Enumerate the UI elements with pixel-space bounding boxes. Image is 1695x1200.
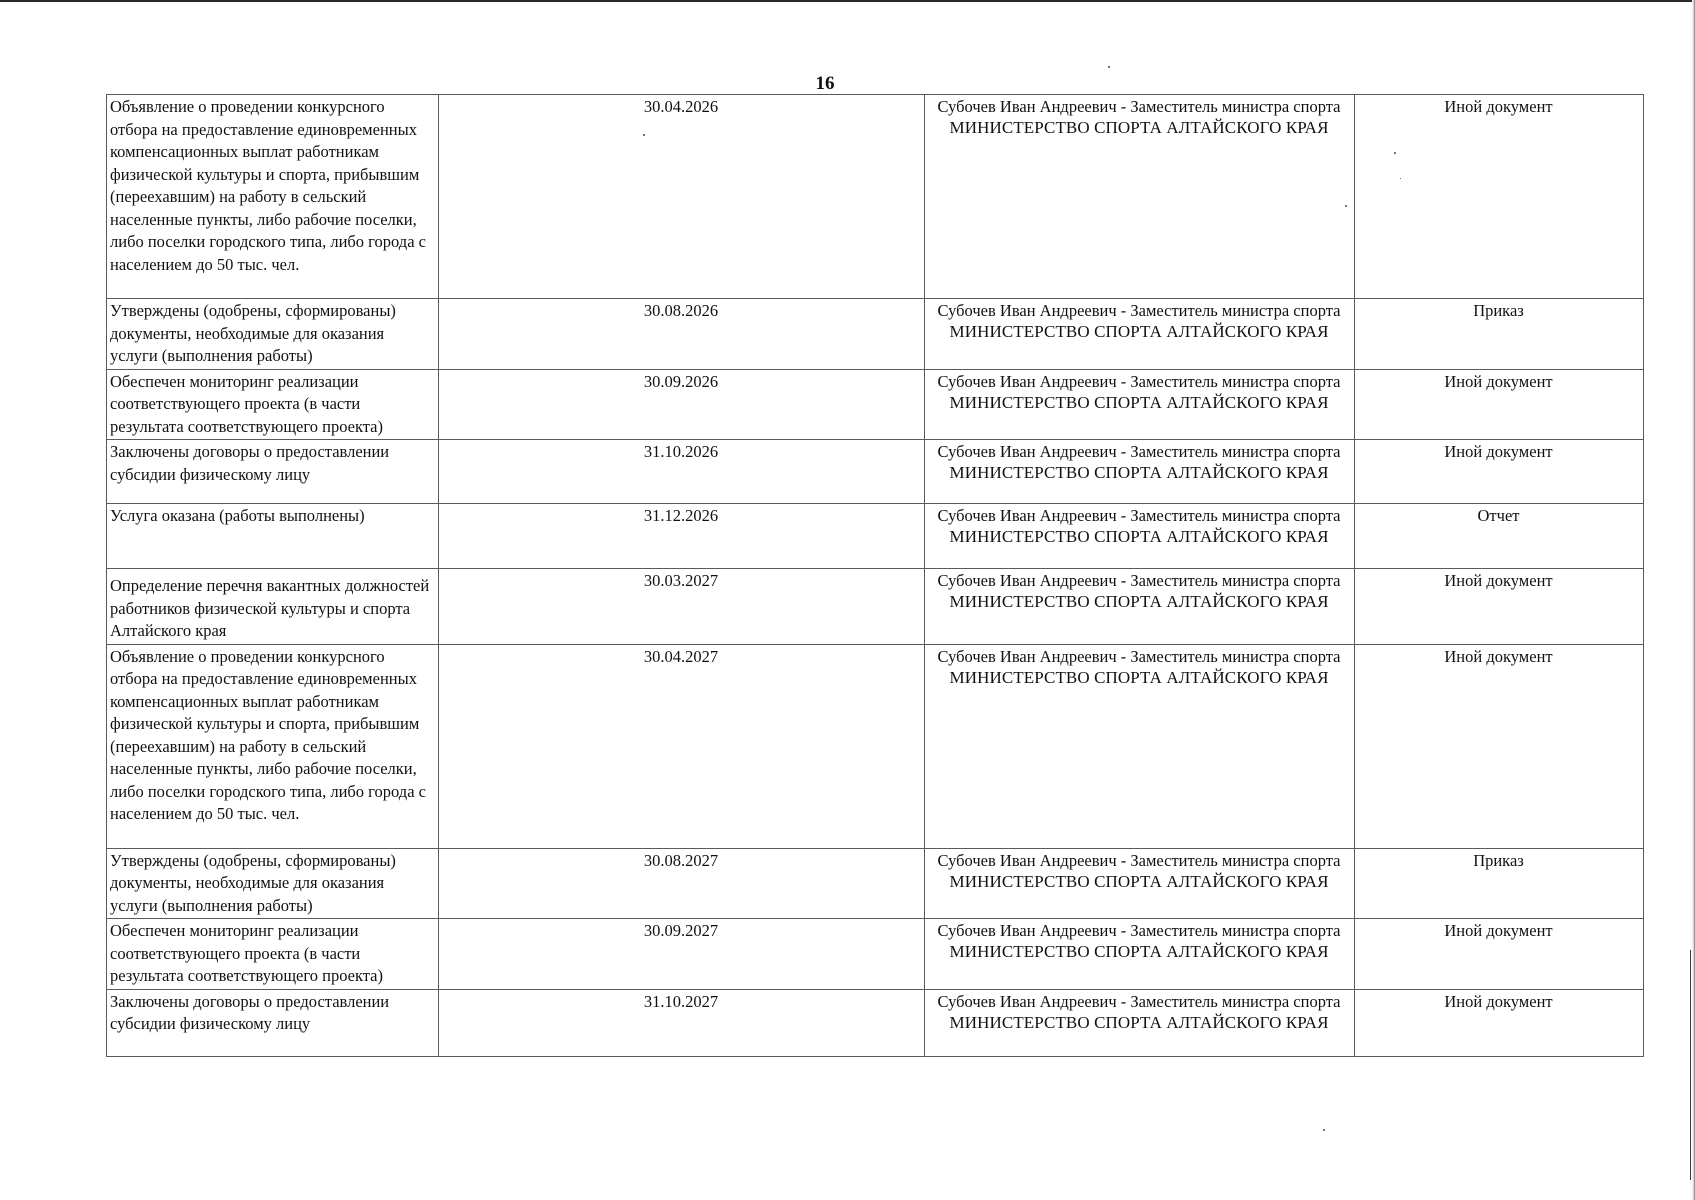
table-row bbox=[107, 369, 1644, 440]
table-row bbox=[107, 299, 1644, 370]
table-row bbox=[107, 848, 1644, 919]
responsible-person: Субочев Иван Андреевич - Заместитель министра спорта bbox=[937, 442, 1341, 461]
document-type-cell: Отчет bbox=[1355, 504, 1644, 569]
document-type-cell: Приказ bbox=[1355, 848, 1644, 919]
responsible-person: Субочев Иван Андреевич - Заместитель министра спорта bbox=[937, 850, 1341, 870]
date-cell: 30.09.2027 bbox=[439, 919, 925, 990]
responsible-organization: МИНИСТЕРСТВО СПОРТА АЛТАЙСКОГО КРАЯ bbox=[949, 1012, 1329, 1032]
document-type-cell: Иной документ bbox=[1355, 644, 1644, 848]
responsible-cell bbox=[925, 504, 1355, 569]
responsible-organization: МИНИСТЕРСТВО СПОРТА АЛТАЙСКОГО КРАЯ bbox=[949, 322, 1329, 341]
responsible-person: Субочев Иван Андреевич - Заместитель министра спорта bbox=[937, 301, 1341, 320]
responsible-person: Субочев Иван Андреевич - Заместитель министра спорта bbox=[937, 371, 1341, 391]
responsible-cell bbox=[925, 440, 1355, 504]
responsible-organization: МИНИСТЕРСТВО СПОРТА АЛТАЙСКОГО КРАЯ bbox=[949, 592, 1329, 611]
event-cell: Услуга оказана (работы выполнены) bbox=[107, 504, 439, 569]
responsible-person: Субочев Иван Андреевич - Заместитель министра спорта bbox=[937, 991, 1341, 1011]
table-row bbox=[107, 504, 1644, 569]
event-cell: Объявление о проведении конкурсного отбора на предоставление единовременных компенсационных выплат работникам физической культуры и спорта, прибывшим (переехавшим) на работу в сельский населенные пункты, либо рабочие поселки, либо поселки городского типа, либо города с населением до 50 тыс. чел. bbox=[107, 95, 439, 299]
date-cell: 30.03.2027 bbox=[439, 569, 925, 645]
responsible-organization: МИНИСТЕРСТВО СПОРТА АЛТАЙСКОГО КРАЯ bbox=[949, 118, 1329, 137]
document-type-cell: Иной документ bbox=[1355, 919, 1644, 990]
scan-speck bbox=[1323, 1129, 1325, 1131]
document-type-cell: Иной документ bbox=[1355, 989, 1644, 1056]
table-row bbox=[107, 440, 1644, 504]
responsible-organization: МИНИСТЕРСТВО СПОРТА АЛТАЙСКОГО КРАЯ bbox=[949, 667, 1329, 687]
responsible-organization: МИНИСТЕРСТВО СПОРТА АЛТАЙСКОГО КРАЯ bbox=[949, 942, 1329, 961]
event-cell: Объявление о проведении конкурсного отбора на предоставление единовременных компенсационных выплат работникам физической культуры и спорта, прибывшим (переехавшим) на работу в сельский населенные пункты, либо рабочие поселки, либо поселки городского типа, либо города с населением до 50 тыс. чел. bbox=[107, 644, 439, 848]
scan-right-edge-line bbox=[1690, 950, 1691, 1180]
scan-speck bbox=[1108, 66, 1110, 68]
date-cell: 30.08.2026 bbox=[439, 299, 925, 370]
date-cell: 30.04.2026 bbox=[439, 95, 925, 299]
plan-table bbox=[106, 94, 1644, 1057]
document-type-cell: Приказ bbox=[1355, 299, 1644, 370]
event-cell: Утверждены (одобрены, сформированы) документы, необходимые для оказания услуги (выполнения работы) bbox=[107, 848, 439, 919]
responsible-person: Субочев Иван Андреевич - Заместитель министра спорта bbox=[937, 571, 1341, 590]
document-type-cell: Иной документ bbox=[1355, 569, 1644, 645]
responsible-person: Субочев Иван Андреевич - Заместитель министра спорта bbox=[937, 97, 1341, 116]
responsible-cell bbox=[925, 95, 1355, 299]
event-cell: Определение перечня вакантных должностей работников физической культуры и спорта Алтайского края bbox=[107, 569, 439, 645]
responsible-organization: МИНИСТЕРСТВО СПОРТА АЛТАЙСКОГО КРАЯ bbox=[949, 527, 1329, 546]
responsible-organization: МИНИСТЕРСТВО СПОРТА АЛТАЙСКОГО КРАЯ bbox=[949, 463, 1329, 482]
responsible-cell bbox=[925, 569, 1355, 645]
responsible-cell bbox=[925, 644, 1355, 848]
table-row bbox=[107, 95, 1644, 299]
date-cell: 31.12.2026 bbox=[439, 504, 925, 569]
document-type-cell: Иной документ bbox=[1355, 95, 1644, 299]
table-row bbox=[107, 644, 1644, 848]
date-cell: 30.04.2027 bbox=[439, 644, 925, 848]
responsible-cell bbox=[925, 989, 1355, 1056]
scan-top-edge bbox=[0, 0, 1695, 2]
event-cell: Утверждены (одобрены, сформированы) документы, необходимые для оказания услуги (выполнения работы) bbox=[107, 299, 439, 370]
responsible-organization: МИНИСТЕРСТВО СПОРТА АЛТАЙСКОГО КРАЯ bbox=[949, 871, 1329, 891]
responsible-cell bbox=[925, 848, 1355, 919]
document-type-cell: Иной документ bbox=[1355, 440, 1644, 504]
document-type-cell: Иной документ bbox=[1355, 369, 1644, 440]
event-cell: Обеспечен мониторинг реализации соответствующего проекта (в части результата соответствующего проекта) bbox=[107, 919, 439, 990]
table-row bbox=[107, 989, 1644, 1056]
responsible-cell bbox=[925, 299, 1355, 370]
table-row bbox=[107, 919, 1644, 990]
responsible-person: Субочев Иван Андреевич - Заместитель министра спорта bbox=[937, 921, 1341, 940]
responsible-organization: МИНИСТЕРСТВО СПОРТА АЛТАЙСКОГО КРАЯ bbox=[949, 392, 1329, 412]
event-cell: Обеспечен мониторинг реализации соответствующего проекта (в части результата соответствующего проекта) bbox=[107, 369, 439, 440]
responsible-cell bbox=[925, 919, 1355, 990]
date-cell: 30.08.2027 bbox=[439, 848, 925, 919]
date-cell: 31.10.2027 bbox=[439, 989, 925, 1056]
date-cell: 31.10.2026 bbox=[439, 440, 925, 504]
responsible-person: Субочев Иван Андреевич - Заместитель министра спорта bbox=[937, 506, 1341, 525]
event-cell: Заключены договоры о предоставлении субсидии физическому лицу bbox=[107, 989, 439, 1056]
date-cell: 30.09.2026 bbox=[439, 369, 925, 440]
table-row bbox=[107, 569, 1644, 645]
event-cell: Заключены договоры о предоставлении субсидии физическому лицу bbox=[107, 440, 439, 504]
page-number: 16 bbox=[815, 73, 835, 94]
responsible-person: Субочев Иван Андреевич - Заместитель министра спорта bbox=[937, 646, 1341, 666]
responsible-cell bbox=[925, 369, 1355, 440]
